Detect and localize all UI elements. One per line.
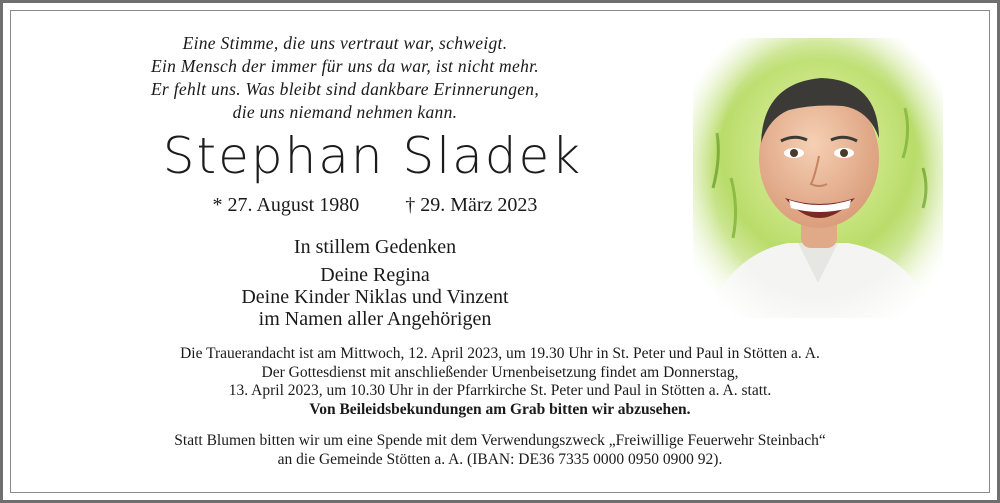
service-line: Der Gottesdienst mit anschließender Urnenbeisetzung findet am Donnerstag, — [261, 363, 739, 381]
poem-line: die uns niemand nehmen kann. — [232, 102, 458, 122]
donation-request — [80, 432, 920, 469]
death-date: † 29. März 2023 — [405, 194, 538, 216]
mourners-block — [160, 236, 590, 330]
portrait-illustration — [693, 38, 943, 318]
service-line: Die Trauerandacht ist am Mittwoch, 12. April 2023, um 19.30 Uhr in St. Peter und Paul in Stötten a. A. — [180, 345, 820, 362]
condolence-note: Von Beileidsbekundungen am Grab bitten wir abzusehen. — [309, 400, 691, 418]
donation-line: an die Gemeinde Stötten a. A. (IBAN: DE36 7335 0000 0950 0900 92). — [277, 450, 723, 468]
memorial-poem — [110, 32, 580, 124]
birth-date: * 27. August 1980 — [212, 194, 360, 216]
mourner-line: Deine Kinder Niklas und Vinzent — [241, 286, 509, 308]
portrait-photo — [693, 38, 943, 318]
poem-line: Ein Mensch der immer für uns da war, ist nicht mehr. — [151, 56, 539, 76]
mourner-line: Deine Regina — [320, 264, 430, 286]
life-dates — [160, 193, 590, 217]
poem-line: Eine Stimme, die uns vertraut war, schweigt. — [182, 33, 508, 53]
mourner-line: im Namen aller Angehörigen — [258, 308, 492, 330]
poem-line: Er fehlt uns. Was bleibt sind dankbare Erinnerungen, — [150, 79, 540, 99]
mourners-intro: In stillem Gedenken — [293, 236, 457, 258]
service-line: 13. April 2023, um 10.30 Uhr in der Pfarrkirche St. Peter und Paul in Stötten a. A. statt. — [228, 382, 772, 400]
donation-line: Statt Blumen bitten wir um eine Spende mit dem Verwendungszweck „Freiwillige Feuerwehr Steinbach“ — [174, 432, 826, 449]
deceased-name: Stephan Sladek — [162, 127, 583, 185]
service-information — [80, 345, 920, 419]
